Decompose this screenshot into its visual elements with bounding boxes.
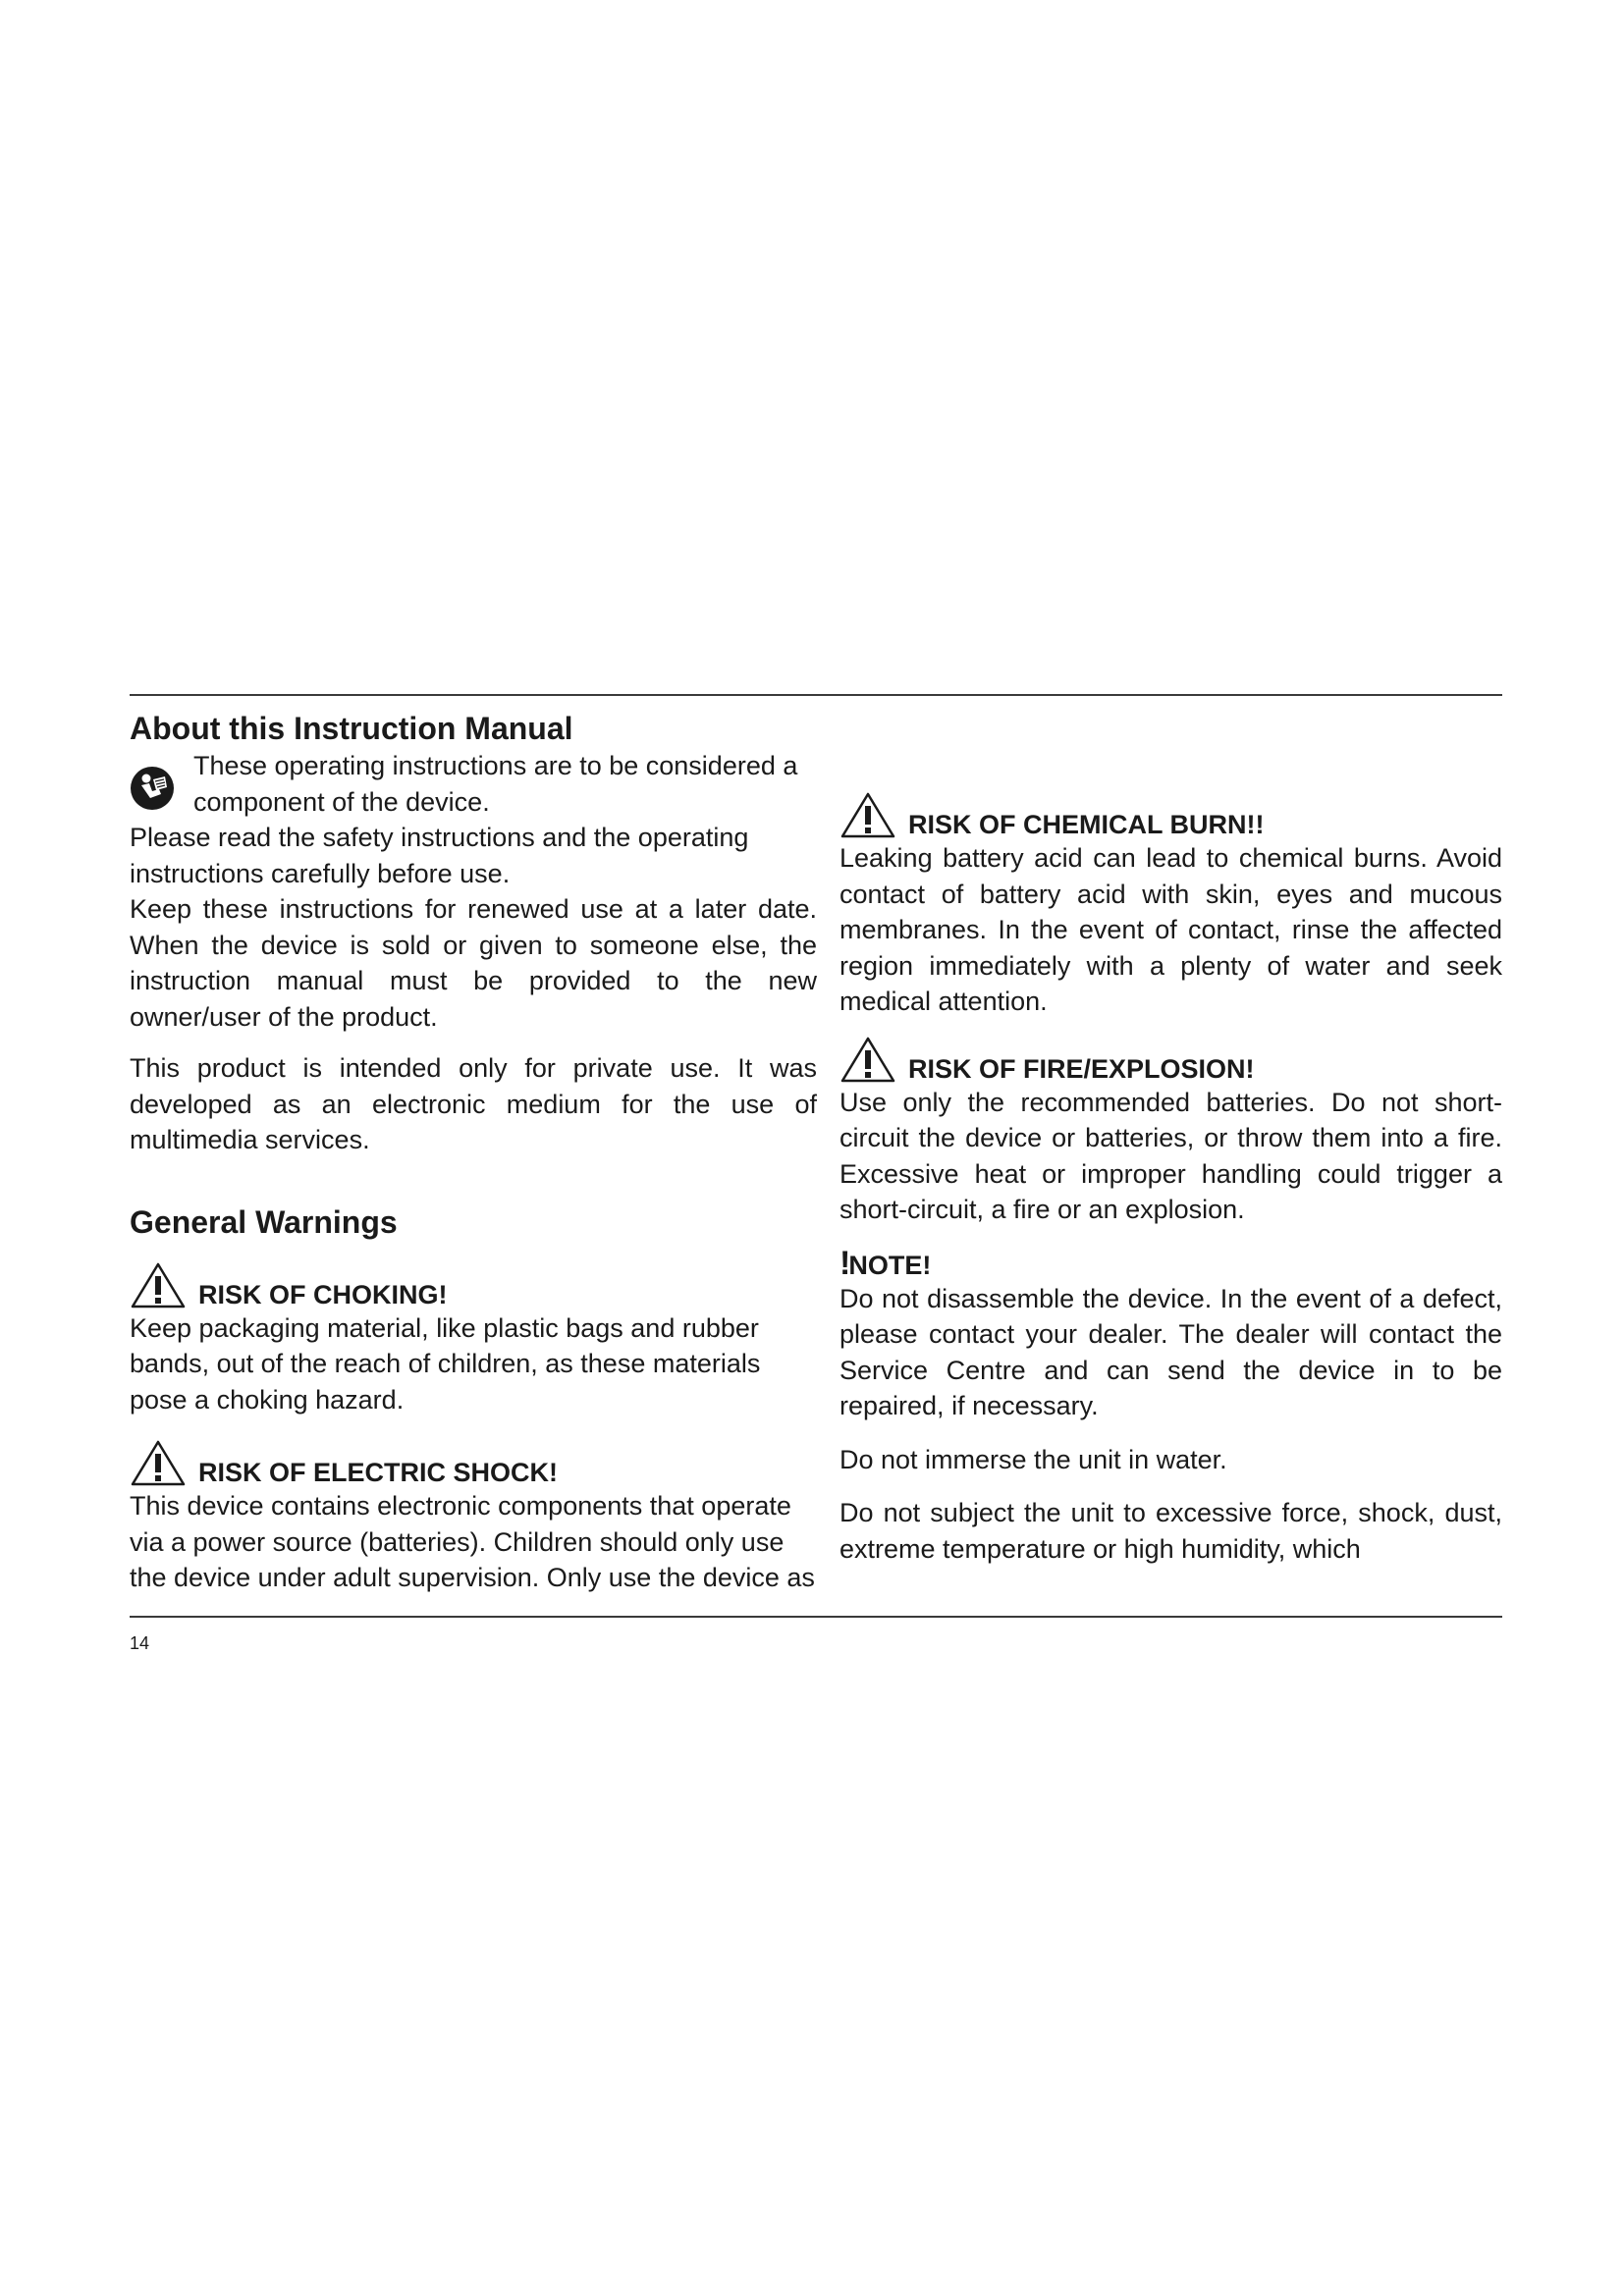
fire-text: Use only the recommended batteries. Do not short-circuit the device or batteries, or throw them into a fire. Excessive heat or improper handling could trigger a short-circuit, a fire or an explosion. <box>839 1087 1502 1224</box>
electric-heading-text: RISK OF ELECTRIC SHOCK! <box>198 1458 559 1487</box>
electric-text: This device contains electronic components that operate via a power source (batteries). Children should only use the device under adult supervision. Only use the device as <box>130 1491 815 1592</box>
warning-triangle-icon <box>130 1439 187 1488</box>
about-para-2: Keep these instructions for renewed use at a later date. When the device is sold or given to someone else, the instruction manual must be provided to the new owner/user of the product. <box>130 894 817 1032</box>
choking-heading <box>130 1259 817 1310</box>
choking-heading-text: RISK OF CHOKING! <box>198 1279 448 1309</box>
warning-triangle-icon <box>130 1261 187 1310</box>
note-text-2: Do not immerse the unit in water. <box>839 1444 1227 1474</box>
chemical-text: Leaking battery acid can lead to chemical burns. Avoid contact of battery acid with skin, eyes and mucous membranes. In the event of contact, rinse the affected region immediately with a plenty of water and seek medical attention. <box>839 843 1502 1016</box>
warning-triangle-icon <box>839 1036 896 1085</box>
top-rule <box>130 694 1502 696</box>
choking-text: Keep packaging material, like plastic bags and rubber bands, out of the reach of children, as these materials pose a choking hazard. <box>130 1312 761 1415</box>
about-intro <box>130 748 817 820</box>
left-column <box>130 709 817 1596</box>
note-text-3: Do not subject the unit to excessive force, shock, dust, extreme temperature or high humidity, which <box>839 1498 1502 1564</box>
chemical-heading <box>839 789 1502 840</box>
fire-heading <box>839 1034 1502 1085</box>
bottom-rule <box>130 1616 1502 1618</box>
about-para-1: Please read the safety instructions and the operating instructions carefully before use. <box>130 823 749 888</box>
about-title: About this Instruction Manual <box>130 711 573 746</box>
general-warnings-title: General Warnings <box>130 1203 398 1240</box>
fire-heading-text: RISK OF FIRE/EXPLOSION! <box>908 1053 1255 1084</box>
note-heading <box>839 1242 1502 1281</box>
manual-icon <box>130 766 175 811</box>
exclamation-icon: ! <box>839 1244 851 1282</box>
right-column <box>839 709 1502 1567</box>
note-heading-text: NOTE! <box>848 1250 932 1280</box>
electric-heading <box>130 1437 817 1488</box>
page-number: 14 <box>130 1633 150 1653</box>
chemical-heading-text: RISK OF CHEMICAL BURN!! <box>908 810 1265 839</box>
note-text: Do not disassemble the device. In the event of a defect, please contact your dealer. The dealer will contact the Service Centre and can send the device in to be repaired, if necessary. <box>839 1283 1502 1420</box>
about-para-3: This product is intended only for private use. It was developed as an electronic medium for the use of multimedia services. <box>130 1053 817 1154</box>
warning-triangle-icon <box>839 791 896 840</box>
about-intro-text: These operating instructions are to be considered a component of the device. <box>193 751 798 817</box>
